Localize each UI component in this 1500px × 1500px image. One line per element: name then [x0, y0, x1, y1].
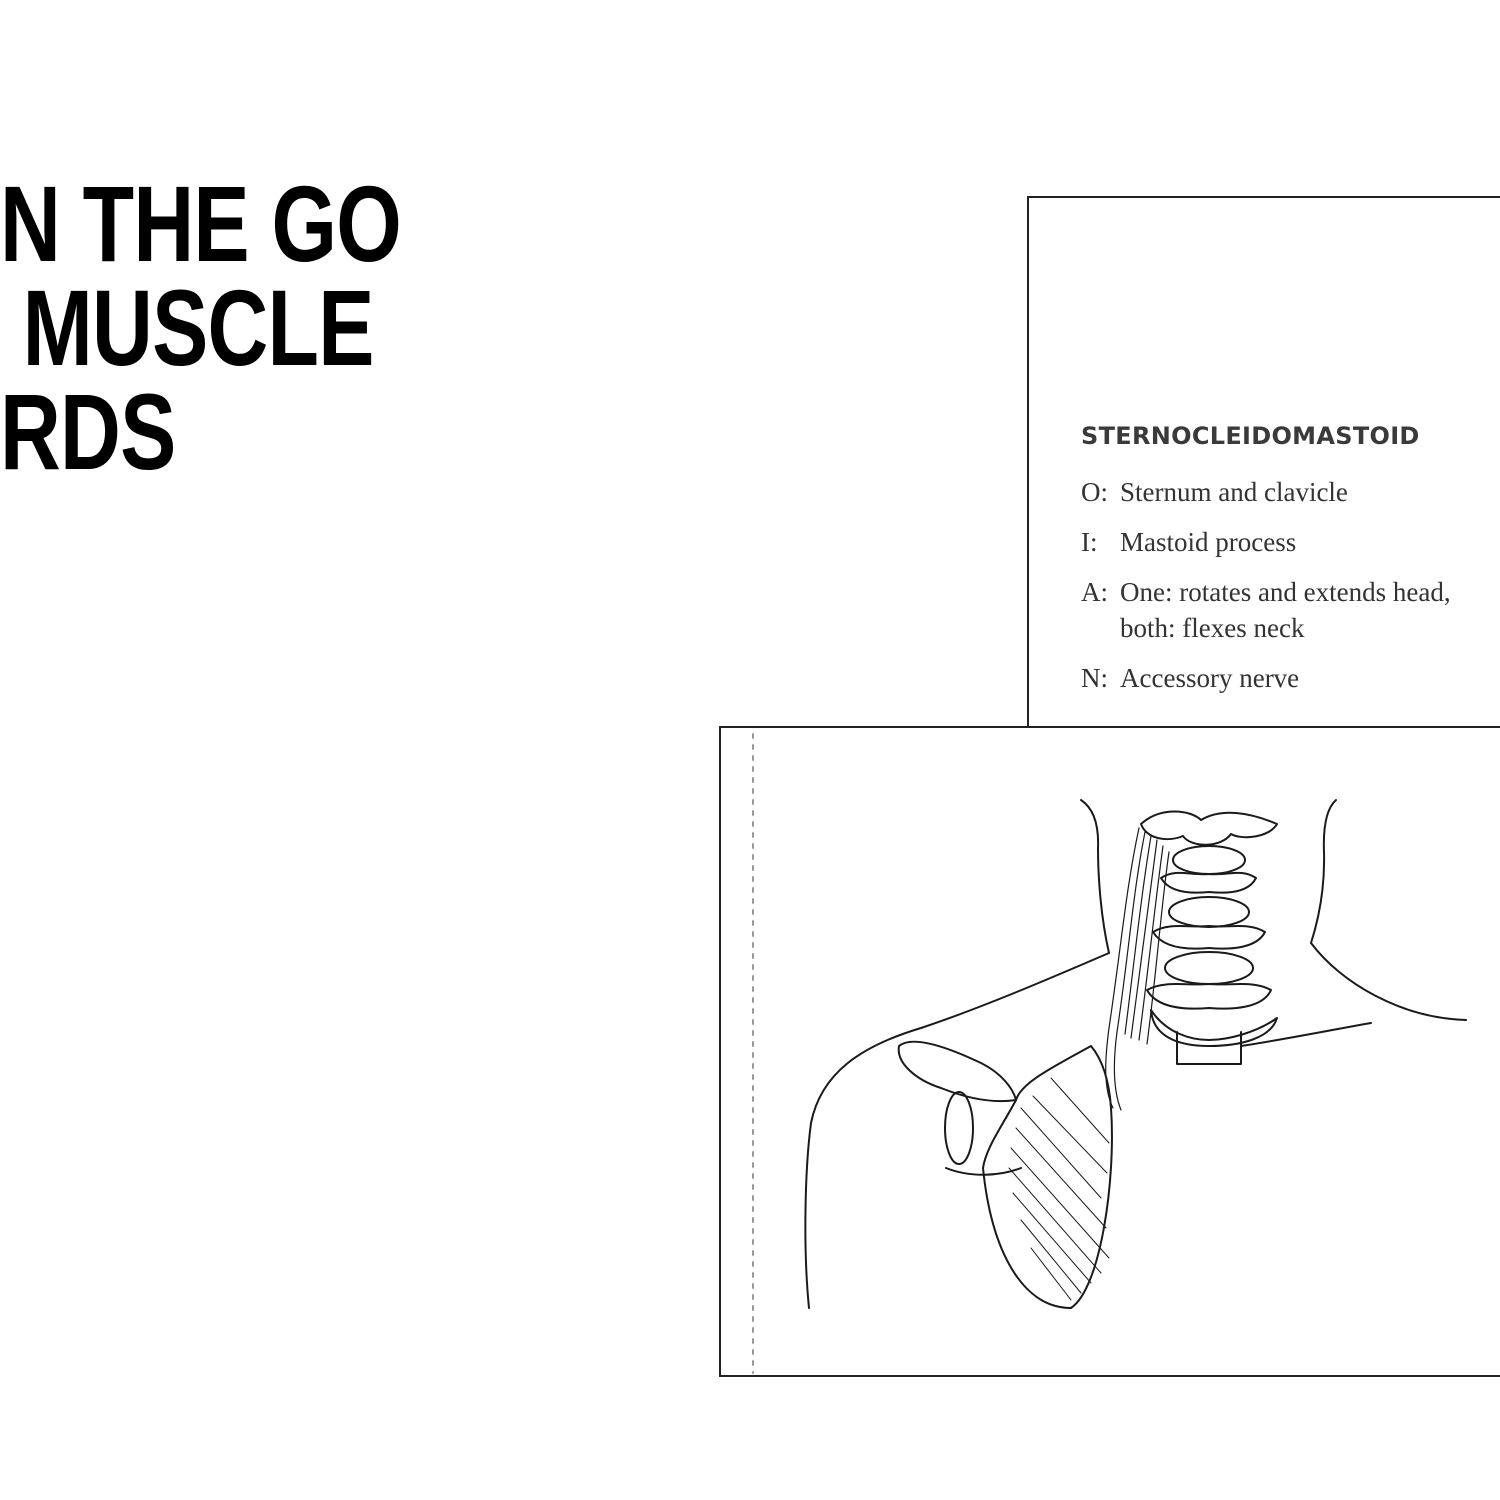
clavicle-line [1241, 1023, 1371, 1046]
headline [0, 163, 401, 492]
muscle-name: STERNOCLEIDOMASTOID [1081, 422, 1420, 450]
left-shoulder-outline [805, 953, 1109, 1308]
fact-nerve [1081, 660, 1500, 696]
headline-line-2: MUSCLE [0, 267, 374, 388]
fact-value: Mastoid process [1120, 527, 1297, 557]
right-shoulder-outline [1311, 943, 1466, 1020]
fact-value: Accessory nerve [1120, 663, 1300, 693]
humeral-head [945, 1092, 973, 1164]
fact-key: I: [1081, 527, 1098, 557]
fact-key: N: [1081, 663, 1108, 693]
headline-line-1: N THE GO [0, 163, 401, 284]
fact-origin [1081, 474, 1500, 510]
headline-line-3: RDS [0, 371, 176, 492]
neck-anatomy-illustration [721, 728, 1500, 1379]
fact-key: O: [1081, 477, 1108, 507]
neck-right-outline [1311, 800, 1336, 943]
cervical-vertebrae [1141, 812, 1277, 1065]
fact-insertion [1081, 524, 1500, 560]
fact-value: Sternum and clavicle [1120, 477, 1348, 507]
muscle-fibers [1106, 828, 1169, 1110]
neck-left-outline [1081, 800, 1109, 953]
fact-action [1081, 574, 1500, 646]
muscle-facts [1081, 474, 1500, 710]
flashcard-illustration-side [719, 726, 1500, 1377]
fact-value: One: rotates and extends head, both: flexes neck [1120, 577, 1451, 643]
flashcard-text-side [1027, 196, 1500, 756]
fact-key: A: [1081, 577, 1108, 607]
